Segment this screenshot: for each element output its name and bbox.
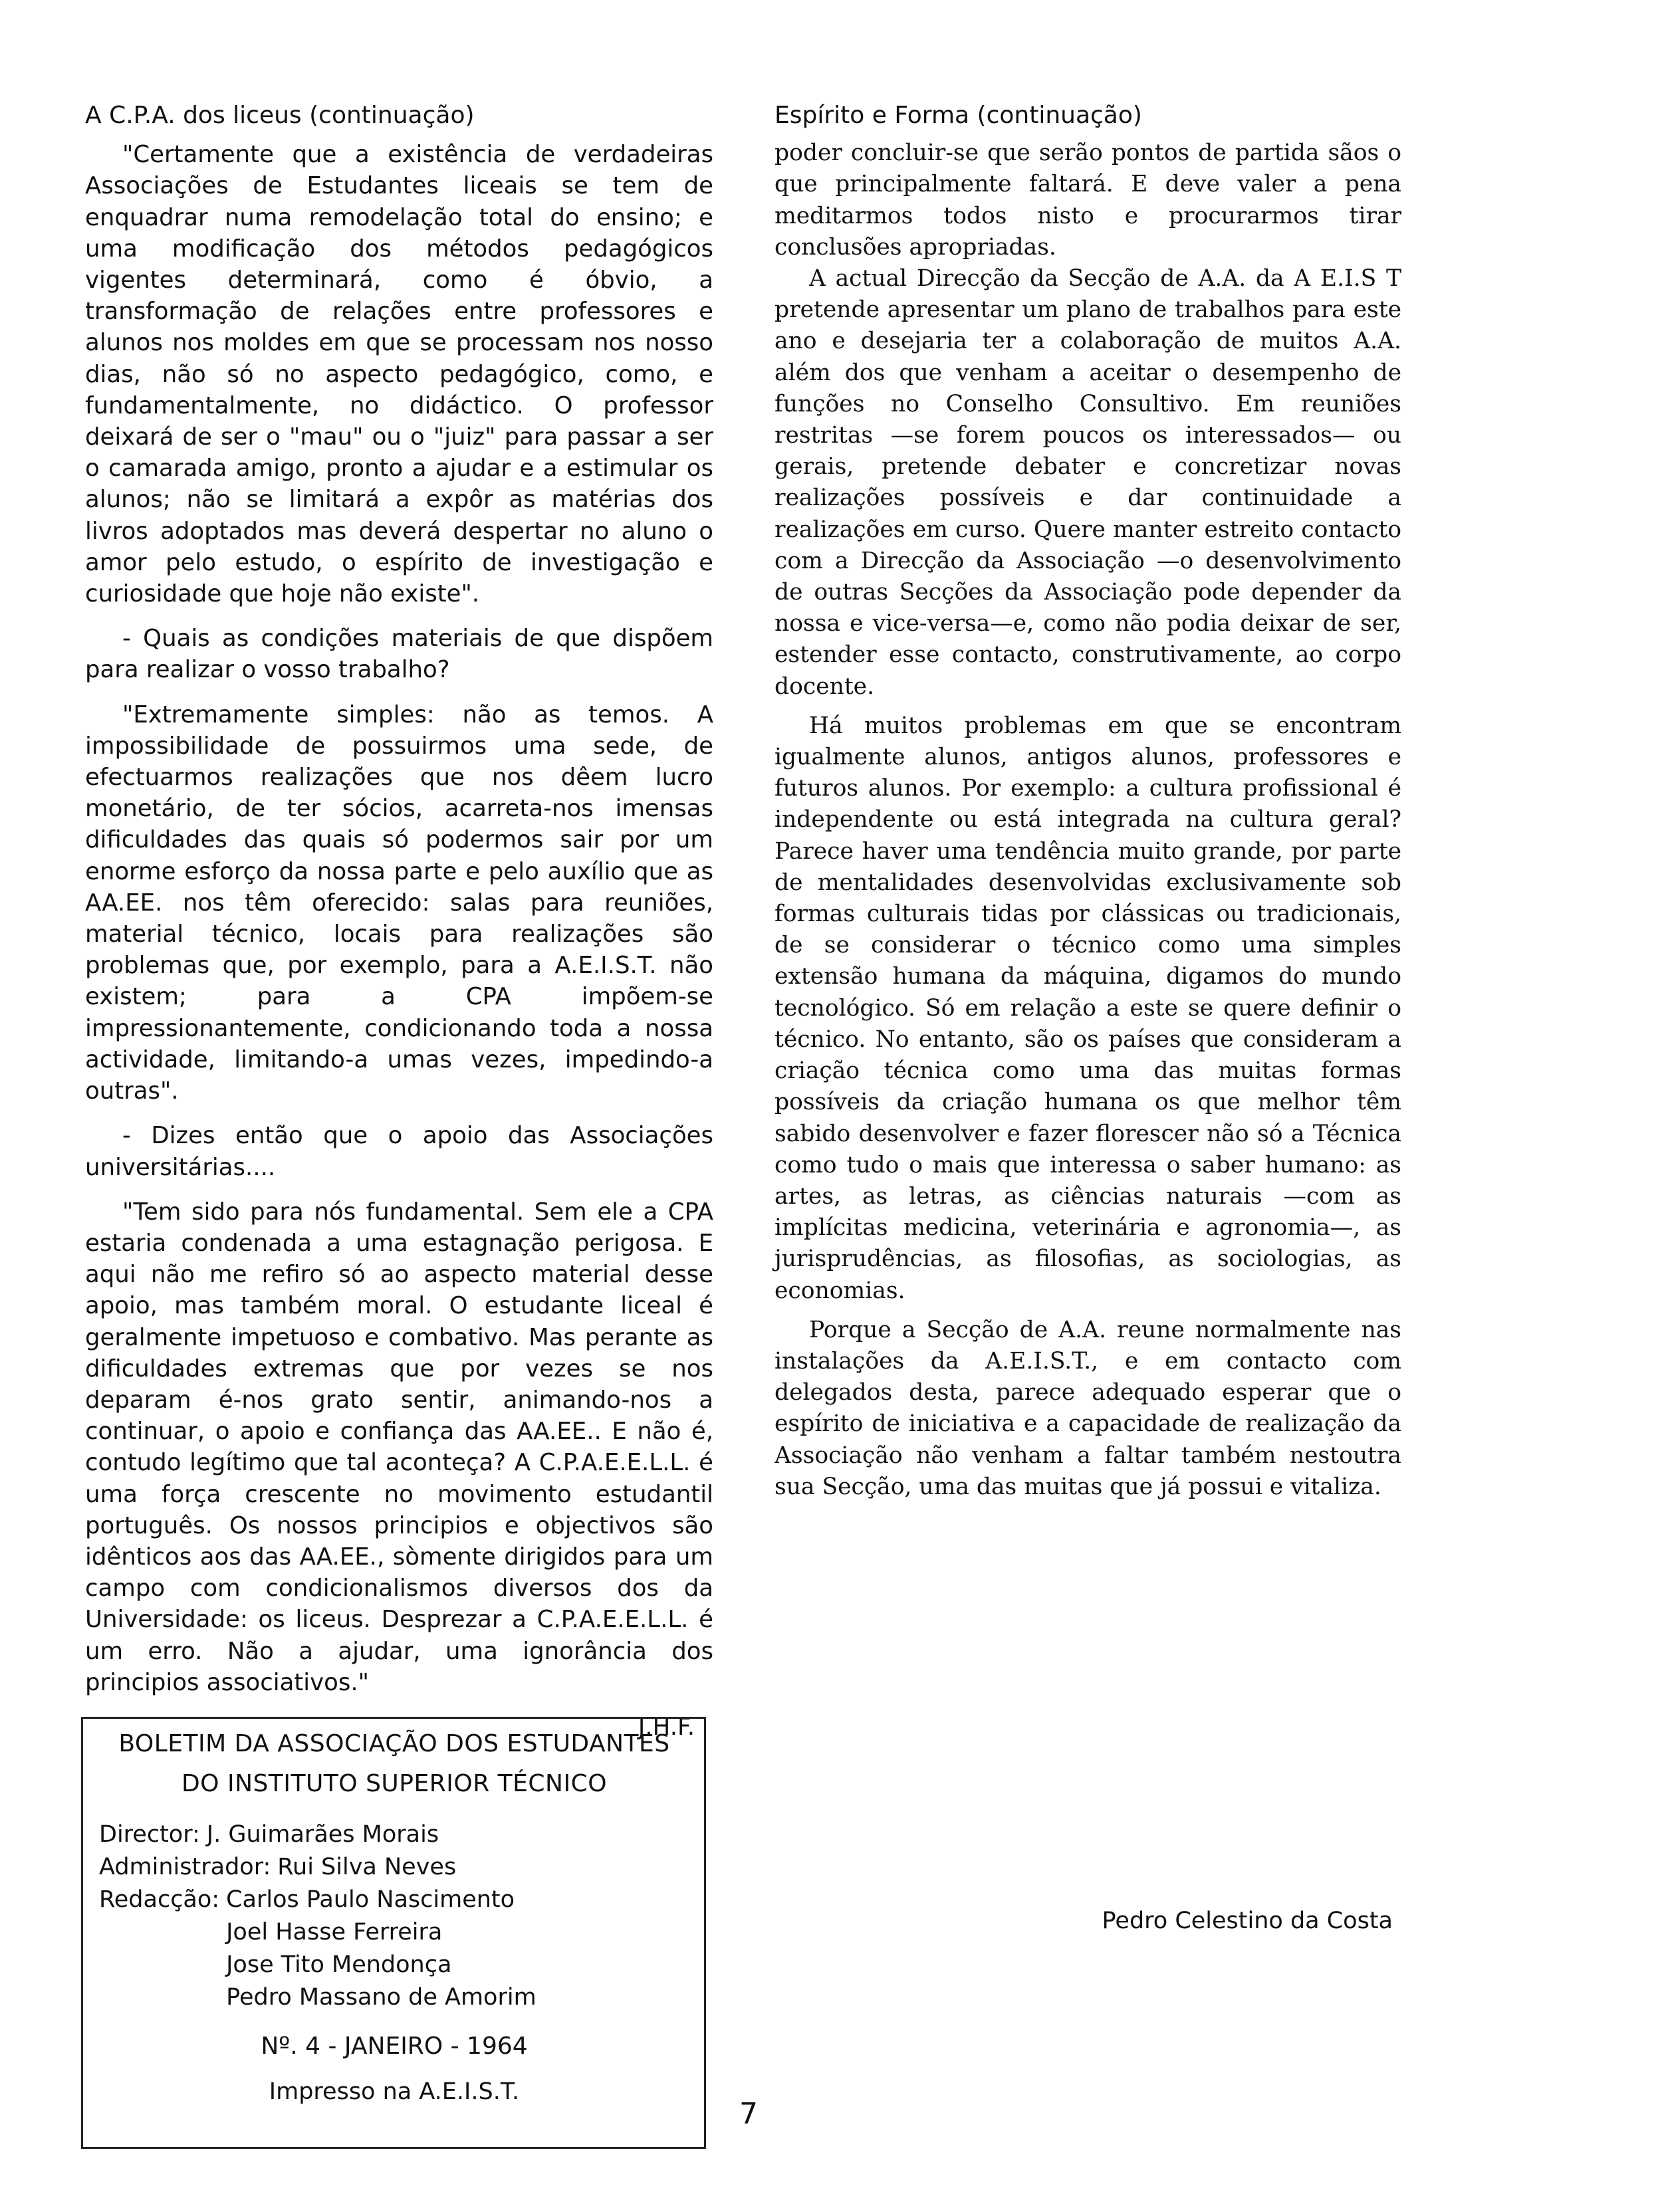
editor-name: Pedro Massano de Amorim [226, 1984, 537, 2011]
director-row [99, 1819, 689, 1851]
administrator-name: Rui Silva Neves [277, 1854, 457, 1880]
printed-at: Impresso na A.E.I.S.T. [269, 2078, 520, 2105]
editor-name: Joel Hasse Ferreira [226, 1919, 443, 1945]
right-paragraph: Há muitos problemas em que se encontram igualmente alunos, antigos alunos, professores e futuros alunos. Por exemplo: a cultura profissional é independente ou está integrada na cultura geral? Parece haver uma tendência muito grande, por parte de mentalidades desenvolvidas exclusivamente sob formas culturais tidas por clássicas ou tradicionais, de se considerar o técnico como uma simples extensão humana da máquina, digamos do mundo tecnológico. Só em relação a este se quere definir o técnico. No entanto, são os países que consideram a criação técnica como uma das muitas formas possíveis da criação humana os que melhor têm sabido desenvolver e fazer florescer não só a Técnica como tudo o mais que interessa o saber humano: as artes, as letras, as ciências naturais —com as implícitas medicina, veterinária e agronomia—, as jurisprudências, as filosofias, as sociologias, as economias. [775, 712, 1401, 1304]
issue-line: Nº. 4 - JANEIRO - 1964 [261, 2033, 528, 2060]
left-paragraph: - Dizes então que o apoio das Associações universitárias.... [85, 1122, 713, 1181]
left-article-signature: J.H.F. [638, 1713, 695, 1741]
editor-name: Jose Tito Mendonça [226, 1951, 452, 1978]
left-paragraph: "Certamente que a existência de verdadeiras Associações de Estudantes liceais se tem de enquadrar numa remodelação total do ensino; e uma modificação dos métodos pedagógicos vigentes determinará, como é óbvio, a transformação de relações entre professores e alunos nos moldes em que se processam nos nosso dias, não só no aspecto pedagógico, como, e fundamentalmente, no didáctico. O professor deixará de ser o "mau" ou o "juiz" para passar a ser o camarada amigo, pronto a ajudar e a estimular os alunos; não se limitará a expôr as matérias dos livros adoptados mas deverá despertar no aluno o amor pelo estudo, o espírito de investigação e curiosidade que hoje não existe". [85, 141, 713, 608]
masthead-box [81, 1717, 706, 2149]
director-name: J. Guimarães Morais [206, 1821, 439, 1848]
editorial-names [219, 1884, 537, 2014]
right-article-title: Espírito e Forma (continuação) [775, 102, 1142, 129]
right-article [775, 100, 1401, 1503]
left-paragraph: "Extremamente simples: não as temos. A impossibilidade de possuirmos uma sede, de efectuarmos realizações que nos dêem lucro monetário, de ter sócios, acarreta-nos imensas dificuldades das quais só podermos sair por um enorme esforço da nossa parte e pelo auxílio que as AA.EE. nos têm oferecido: salas para reuniões, material técnico, locais para realizações são problemas que, por exemplo, para a A.E.I.S.T. não existem; para a CPA impõem-se impressionantemente, condicionando toda a nossa actividade, limitando-a umas vezes, impedindo-a outras". [85, 701, 713, 1105]
right-paragraph: A actual Direcção da Secção de A.A. da A E.I.S T pretende apresentar um plano de trabalhos para este ano e desejaria ter a colaboração de muitos A.A. além dos que venham a aceitar o desempenho de funções no Conselho Consultivo. Em reuniões restritas —se forem poucos os interessados— ou gerais, pretende debater e concretizar novas realizações possíveis e dar continuidade a realizações em curso. Quere manter estreito contacto com a Direcção da Associação —o desenvolvimento de outras Secções da Associação pode depender da nossa e vice-versa—e, como não podia deixar de ser, estender esse contacto, construtivamente, ao corpo docente. [775, 265, 1401, 700]
administrator-label: Administrador: [99, 1854, 271, 1880]
director-label: Director: [99, 1821, 200, 1848]
left-paragraph: - Quais as condições materiais de que dispõem para realizar o vosso trabalho? [85, 625, 713, 684]
masthead-title-line1: BOLETIM DA ASSOCIAÇÃO DOS ESTUDANTES [118, 1730, 670, 1757]
left-article [85, 100, 713, 1743]
page-number: 7 [739, 2097, 758, 2131]
right-paragraph: poder concluir-se que serão pontos de partida sãos o que principalmente faltará. E deve valer a pena meditarmos todos nisto e procurarmos tirar conclusões apropriadas. [775, 140, 1401, 261]
masthead-title-line2: DO INSTITUTO SUPERIOR TÉCNICO [181, 1770, 608, 1797]
staff-list [99, 1819, 689, 2014]
right-article-signature: Pedro Celestino da Costa [1102, 1908, 1393, 1934]
editor-name: Carlos Paulo Nascimento [226, 1886, 515, 1913]
left-article-title: A C.P.A. dos liceus (continuação) [85, 102, 475, 129]
editorial-label: Redacção: [99, 1886, 220, 1913]
administrator-row [99, 1851, 689, 1884]
editorial-row [99, 1884, 689, 2014]
left-paragraph: "Tem sido para nós fundamental. Sem ele a CPA estaria condenada a uma estagnação perigosa. E aqui não me refiro só ao aspecto material desse apoio, mas também moral. O estudante liceal é geralmente impetuoso e combativo. Mas perante as dificuldades extremas que por vezes se nos deparam é-nos grato sentir, animando-nos a continuar, o apoio e confiança das AA.EE.. E não é, contudo legítimo que tal aconteça? A C.P.A.E.E.L.L. é uma força crescente no movimento estudantil português. Os nossos principios e objectivos são idênticos aos das AA.EE., sòmente dirigidos para um campo com condicionalismos diversos dos da Universidade: os liceus. Desprezar a C.P.A.E.E.L.L. é um erro. Não a ajudar, uma ignorância dos principios associativos." [85, 1198, 713, 1696]
right-paragraph: Porque a Secção de A.A. reune normalmente nas instalações da A.E.I.S.T., e em contacto com delegados desta, parece adequado esperar que o espírito de iniciativa e a capacidade de realização da Associação não venham a faltar também nestoutra sua Secção, uma das muitas que já possui e vitaliza. [775, 1316, 1401, 1500]
